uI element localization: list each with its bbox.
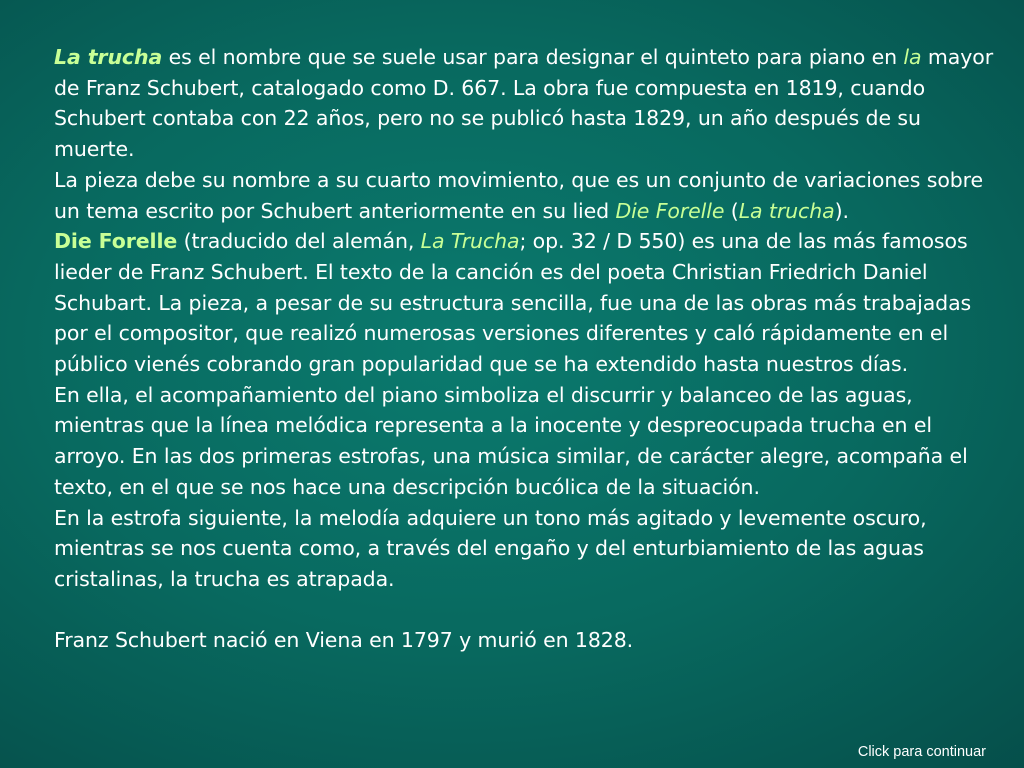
text-segment: La pieza debe su nombre a su cuarto movimiento, que es un conjunto de variaciones sobre un tema escrito por Schubert anteriormente en su lied xyxy=(54,167,984,223)
slide-body-text xyxy=(54,42,1006,656)
paragraph-spacer xyxy=(54,595,1006,626)
text-segment: ; op. 32 / D 550) es una de las más famosos lieder de Franz Schubert. El texto de la canción es del poeta Christian Friedrich Daniel Schubart. La pieza, a pesar de su estructura sencilla, fue una de las obras más trabajadas por el compositor, que realizó numerosas versiones diferentes y caló rápidamente en el público vienés cobrando gran popularidad que se ha extendido hasta nuestros días. xyxy=(54,229,972,377)
paragraph-biography: Franz Schubert nació en Viena en 1797 y murió en 1828. xyxy=(54,628,634,653)
term-die-forelle: Die Forelle xyxy=(615,198,725,223)
paragraph-name-origin xyxy=(54,165,1006,226)
term-la-key: la xyxy=(903,45,922,69)
text-segment: ). xyxy=(834,198,849,223)
term-la-trucha-italic: La Trucha xyxy=(420,229,520,254)
term-la-trucha-translation: La trucha xyxy=(738,198,835,223)
term-la-trucha: La trucha xyxy=(54,45,163,69)
continue-link[interactable]: Click para continuar xyxy=(857,744,986,760)
paragraph-die-forelle xyxy=(54,226,1006,380)
paragraph-quintet xyxy=(54,42,1006,165)
text-segment: ( xyxy=(724,198,739,223)
text-segment: es el nombre que se suele usar para designar el quinteto para piano en xyxy=(162,45,904,69)
paragraph-accompaniment: En ella, el acompañamiento del piano simboliza el discurrir y balanceo de las aguas, mientras que la línea melódica representa a la inocente y despreocupada trucha en el arroyo. En las dos primeras estrofas, una música similar, de carácter alegre, acompaña el texto, en el que se nos hace una descripción bucólica de la situación. xyxy=(54,382,968,499)
text-segment: (traducido del alemán, xyxy=(177,229,421,254)
term-die-forelle-bold: Die Forelle xyxy=(54,229,178,254)
text-segment: mayor de Franz Schubert, catalogado como D. 667. La obra fue compuesta en 1819, cuando Schubert contaba con 22 años, pero no se publicó hasta 1829, un año después de su muerte. xyxy=(54,45,994,162)
paragraph-next-stanza: En la estrofa siguiente, la melodía adquiere un tono más agitado y levemente oscuro, mientras se nos cuenta como, a través del engaño y del enturbiamiento de las aguas cristalinas, la trucha es atrapada. xyxy=(54,505,927,591)
